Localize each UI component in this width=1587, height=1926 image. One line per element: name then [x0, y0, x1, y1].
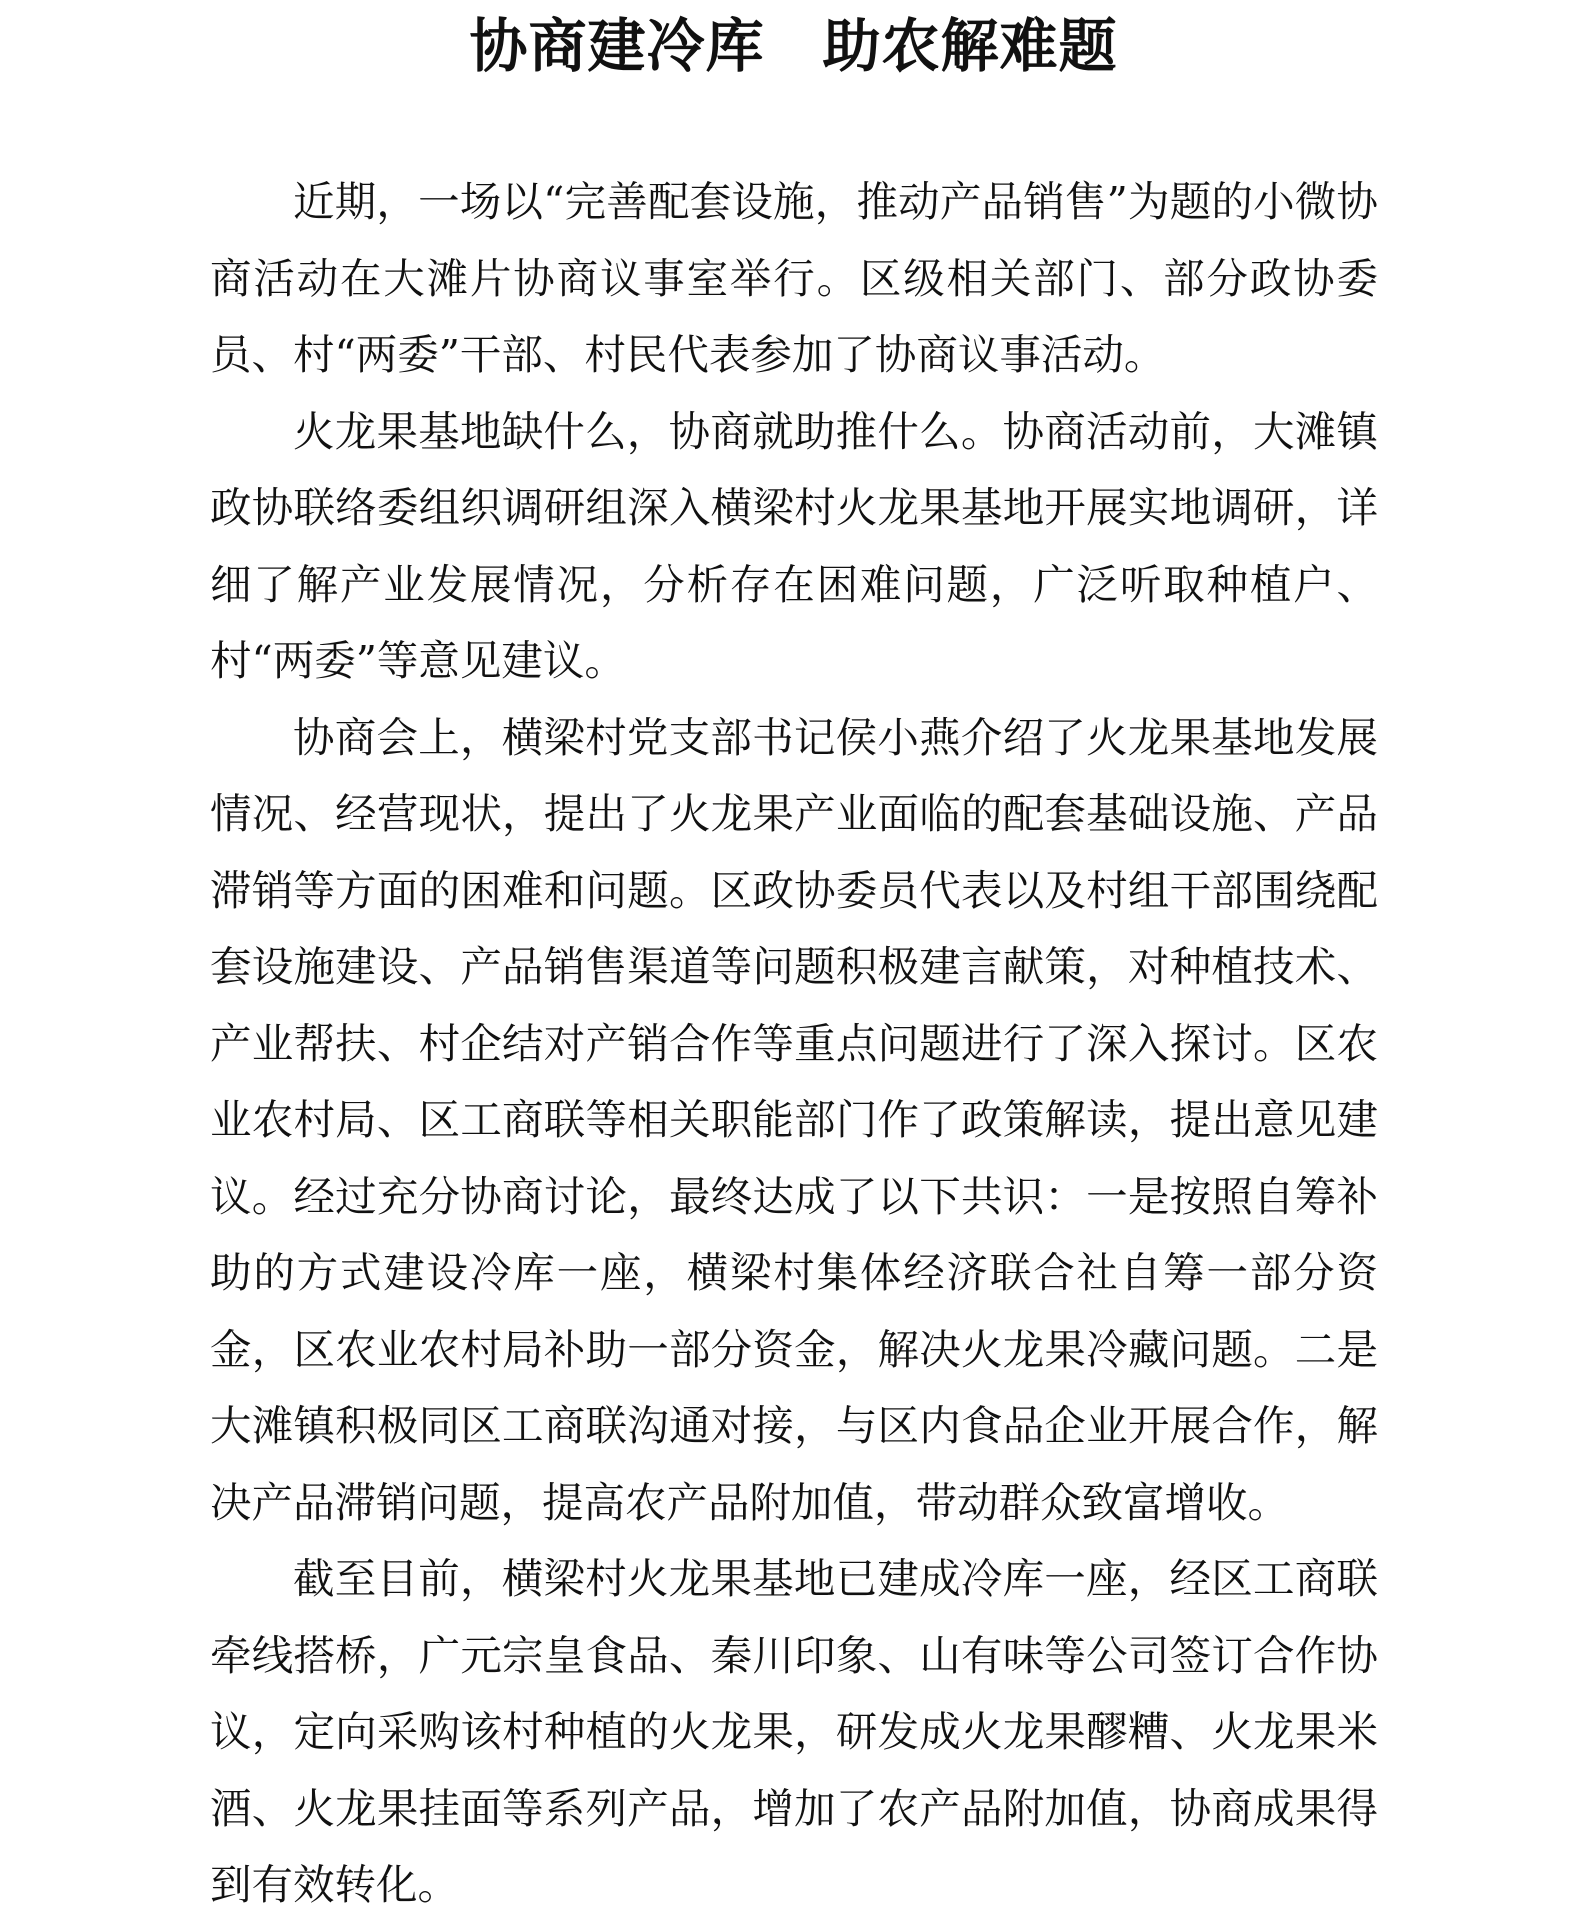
paragraph-4: 截至目前，横梁村火龙果基地已建成冷库一座，经区工商联牵线搭桥，广元宗皇食品、秦川印象、山有味等公司签订合作协议，定向采购该村种植的火龙果，研发成火龙果醪糟、火龙果米酒、火龙果挂面等系列产品，增加了农产品附加值，协商成果得到有效转化。: [210, 1554, 1378, 1909]
article-body: [210, 164, 1378, 1924]
paragraph-2: 火龙果基地缺什么，协商就助推什么。协商活动前，大滩镇政协联络委组织调研组深入横梁村火龙果基地开展实地调研，详细了解产业发展情况，分析存在困难问题，广泛听取种植户、村“两委”等意见建议。: [210, 406, 1378, 685]
title-part-1: 协商建冷库: [469, 12, 765, 80]
article-title: [0, 6, 1587, 86]
title-part-2: 助农解难题: [822, 12, 1118, 80]
paragraph-3: 协商会上，横梁村党支部书记侯小燕介绍了火龙果基地发展情况、经营现状，提出了火龙果产业面临的配套基础设施、产品滞销等方面的困难和问题。区政协委员代表以及村组干部围绕配套设施建设、产品销售渠道等问题积极建言献策，对种植技术、产业帮扶、村企结对产销合作等重点问题进行了深入探讨。区农业农村局、区工商联等相关职能部门作了政策解读，提出意见建议。经过充分协商讨论，最终达成了以下共识：一是按照自筹补助的方式建设冷库一座，横梁村集体经济联合社自筹一部分资金，区农业农村局补助一部分资金，解决火龙果冷藏问题。二是大滩镇积极同区工商联沟通对接，与区内食品企业开展合作，解决产品滞销问题，提高农产品附加值，带动群众致富增收。: [210, 712, 1378, 1527]
paragraph-1: 近期，一场以“完善配套设施，推动产品销售”为题的小微协商活动在大滩片协商议事室举行。区级相关部门、部分政协委员、村“两委”干部、村民代表参加了协商议事活动。: [210, 177, 1378, 379]
